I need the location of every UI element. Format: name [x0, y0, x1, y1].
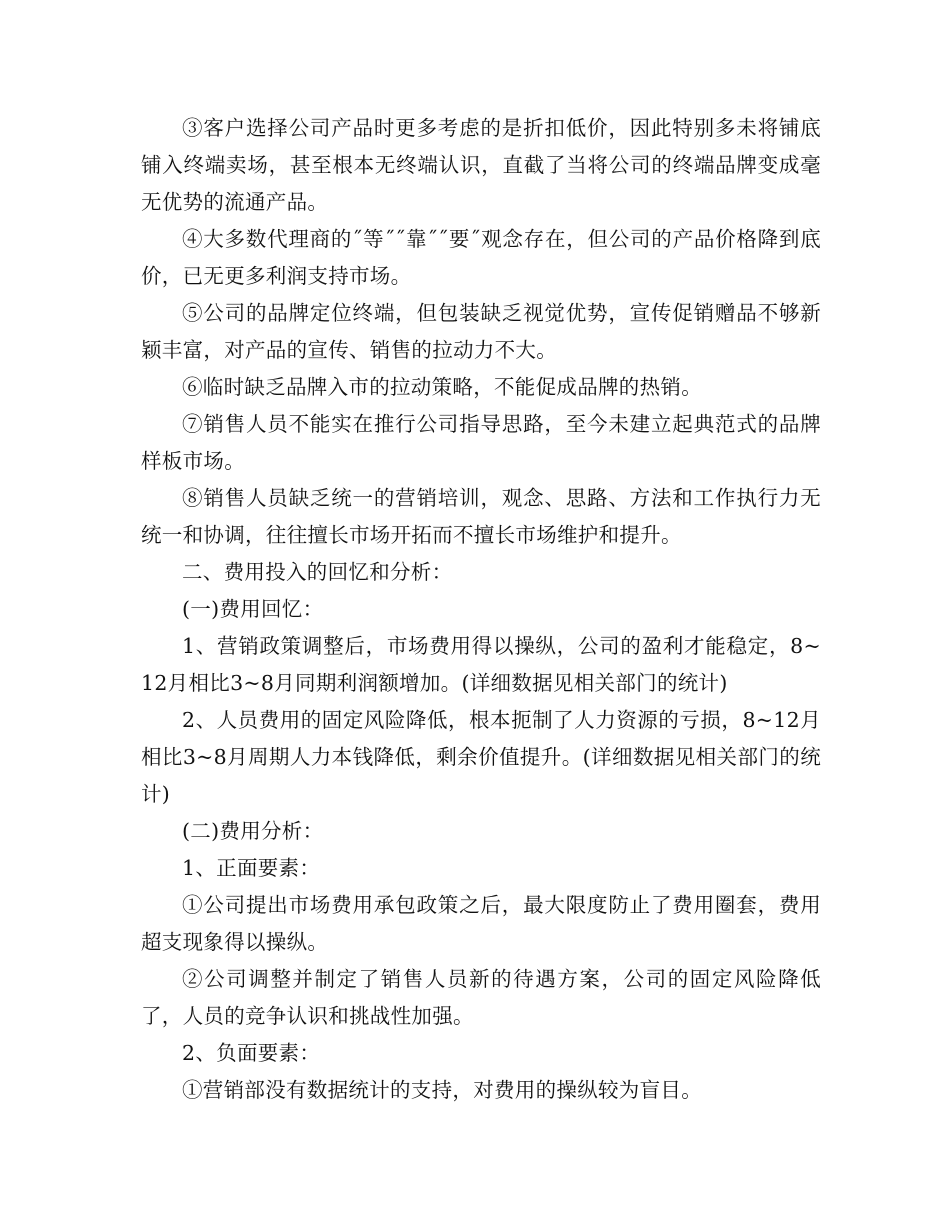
- paragraph-item-2-personnel-cost: 2、人员费用的固定风险降低，根本扼制了人力资源的亏损，8~12月相比3~8月周期人力本钱降低，剩余价值提升。(详细数据见相关部门的统计): [141, 708, 821, 806]
- subheading-negative-factors: 2、负面要素：: [182, 1041, 321, 1065]
- subheading-cost-recall: (一)费用回忆：: [182, 597, 324, 621]
- paragraph-point-3-customer-discount: ③客户选择公司产品时更多考虑的是折扣低价，因此特别多未将铺底铺入终端卖场，甚至根本无终端认识，直截了当将公司的终端品牌变成毫无优势的流通产品。: [141, 116, 821, 214]
- subheading-positive-factors: 1、正面要素：: [182, 856, 321, 880]
- paragraph-point-8-sales-training: ⑧销售人员缺乏统一的营销培训，观念、思路、方法和工作执行力无统一和协调，往往擅长市场开拓而不擅长市场维护和提升。: [141, 486, 821, 547]
- paragraph-negative-1-no-data-support: ①营销部没有数据统计的支持，对费用的操纵较为盲目。: [182, 1078, 702, 1102]
- subheading-cost-analysis: (二)费用分析：: [182, 819, 324, 843]
- paragraph-positive-2-compensation-plan: ②公司调整并制定了销售人员新的待遇方案，公司的固定风险降低了，人员的竞争认识和挑战性加强。: [141, 967, 821, 1028]
- paragraph-point-4-agents-mindset: ④大多数代理商的˝等˝˝靠˝˝要˝观念存在，但公司的产品价格降到底价，已无更多利润支持市场。: [141, 227, 821, 288]
- paragraph-point-7-sales-staff-execution: ⑦销售人员不能实在推行公司指导思路，至今未建立起典范式的品牌样板市场。: [141, 412, 821, 473]
- paragraph-positive-1-cost-contract: ①公司提出市场费用承包政策之后，最大限度防止了费用圈套，费用超支现象得以操纵。: [141, 893, 821, 954]
- paragraph-point-6-market-entry-strategy: ⑥临时缺乏品牌入市的拉动策略，不能促成品牌的热销。: [182, 375, 702, 399]
- paragraph-item-1-marketing-policy: 1、营销政策调整后，市场费用得以操纵，公司的盈利才能稳定，8~12月相比3~8月同期利润额增加。(详细数据见相关部门的统计): [141, 634, 821, 695]
- paragraph-point-5-brand-positioning: ⑤公司的品牌定位终端，但包装缺乏视觉优势，宣传促销赠品不够新颖丰富，对产品的宣传、销售的拉动力不大。: [141, 301, 821, 362]
- section-heading-cost-review: 二、费用投入的回忆和分析：: [182, 560, 453, 584]
- document-body: [141, 110, 821, 1109]
